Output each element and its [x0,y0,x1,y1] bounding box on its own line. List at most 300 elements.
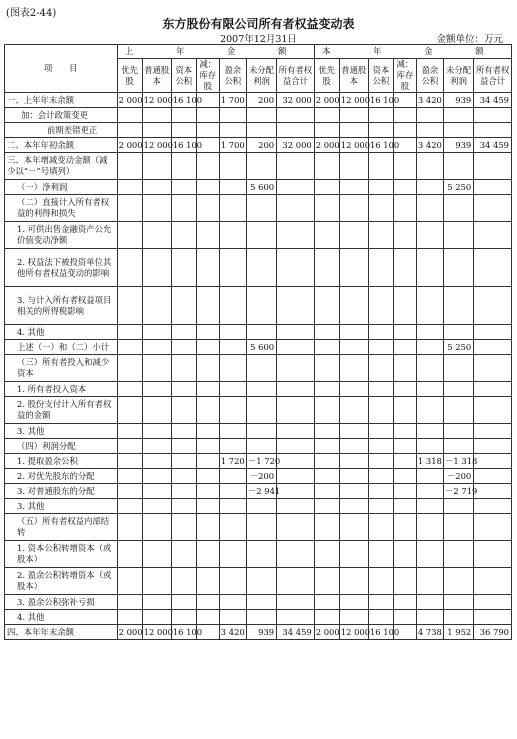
prev-value-cell [196,499,219,514]
curr-value-cell [444,195,474,222]
curr-value-cell [416,514,443,541]
curr-value-cell [393,249,416,287]
prev-value-cell [142,382,171,397]
curr-value-cell [314,180,339,195]
curr-value-cell [368,123,393,138]
prev-value-cell: 5 600 [246,340,276,355]
curr-value-cell [314,595,339,610]
curr-value-cell [416,424,443,439]
prev-value-cell [196,249,219,287]
row-label: 3. 其他 [5,424,118,439]
prev-value-cell [277,180,315,195]
prev-value-cell [171,424,196,439]
curr-value-cell [416,287,443,325]
prev-value-cell [219,180,246,195]
curr-value-cell [474,123,512,138]
prev-value-cell [117,249,142,287]
prev-value-cell [246,382,276,397]
prev-value-cell [196,484,219,499]
curr-value-cell [444,514,474,541]
curr-value-cell [416,439,443,454]
curr-value-cell: 5 250 [444,180,474,195]
prev-value-cell [277,469,315,484]
prev-value-cell [171,222,196,249]
prev-value-cell [246,287,276,325]
table-row [5,469,512,484]
curr-value-cell [314,355,339,382]
table-body [5,93,512,640]
prev-value-cell [142,325,171,340]
prev-value-cell [117,222,142,249]
prev-value-cell [277,382,315,397]
curr-value-cell [393,499,416,514]
prev-value-cell [246,153,276,180]
curr-value-cell [474,249,512,287]
prev-value-cell [219,610,246,625]
table-row [5,325,512,340]
prev-value-cell [117,108,142,123]
prev-value-cell [219,397,246,424]
row-label: （一）净利润 [5,180,118,195]
curr-value-cell [393,397,416,424]
prev-value-cell [196,568,219,595]
curr-value-cell [368,568,393,595]
prev-col-header-4: 盈余公积 [219,59,246,93]
prev-col-header-1: 普通股本 [142,59,171,93]
prev-value-cell: 34 459 [277,625,315,640]
curr-col-header-2: 资本公积 [368,59,393,93]
curr-value-cell [444,595,474,610]
prev-value-cell [219,568,246,595]
prev-value-cell [246,439,276,454]
curr-value-cell: 4 738 [416,625,443,640]
curr-value-cell [314,454,339,469]
curr-value-cell [444,382,474,397]
curr-value-cell [393,195,416,222]
prev-value-cell: 1 720 [219,454,246,469]
prev-value-cell [171,568,196,595]
row-label: 3. 对普通股东的分配 [5,484,118,499]
prev-value-cell [171,180,196,195]
prev-value-cell [142,180,171,195]
prev-value-cell: 16 100 [171,138,196,153]
prev-value-cell [277,195,315,222]
curr-value-cell [474,484,512,499]
curr-value-cell [339,469,368,484]
row-label: 2. 股份支付计入所有者权益的金额 [5,397,118,424]
table-row [5,180,512,195]
curr-value-cell [368,499,393,514]
prev-value-cell: 12 000 [142,625,171,640]
curr-value-cell [339,355,368,382]
prev-year-header: 上 年 金 额 [117,45,314,59]
curr-value-cell: －200 [444,469,474,484]
prev-value-cell: 3 420 [219,625,246,640]
prev-value-cell [196,355,219,382]
prev-value-cell [219,382,246,397]
curr-value-cell [416,610,443,625]
table-row [5,595,512,610]
prev-value-cell: 1 700 [219,93,246,108]
row-label: 上述（一）和（二）小计 [5,340,118,355]
curr-value-cell [339,180,368,195]
curr-value-cell [416,108,443,123]
prev-value-cell [196,222,219,249]
prev-value-cell [277,222,315,249]
prev-value-cell [117,180,142,195]
prev-value-cell [142,439,171,454]
prev-value-cell [277,424,315,439]
prev-value-cell [246,595,276,610]
curr-value-cell [416,249,443,287]
prev-col-header-6: 所有者权益合计 [277,59,315,93]
prev-value-cell [246,108,276,123]
curr-col-header-6: 所有者权益合计 [474,59,512,93]
curr-value-cell: 1 952 [444,625,474,640]
curr-value-cell: 939 [444,93,474,108]
prev-value-cell [117,397,142,424]
prev-value-cell [196,180,219,195]
row-label: 二、本年年初余额 [5,138,118,153]
prev-value-cell [171,610,196,625]
prev-value-cell: 5 600 [246,180,276,195]
prev-value-cell [117,610,142,625]
prev-value-cell [171,499,196,514]
prev-value-cell [171,325,196,340]
prev-value-cell [196,153,219,180]
prev-value-cell [171,355,196,382]
table-row [5,610,512,625]
prev-col-header-3: 减：库存股 [196,59,219,93]
curr-value-cell [393,568,416,595]
curr-value-cell [474,195,512,222]
curr-value-cell [474,424,512,439]
prev-value-cell [277,568,315,595]
table-row [5,340,512,355]
prev-value-cell [196,287,219,325]
prev-value-cell [171,382,196,397]
curr-value-cell [474,222,512,249]
prev-value-cell [196,382,219,397]
prev-value-cell [142,222,171,249]
prev-value-cell: 939 [246,625,276,640]
prev-value-cell [219,499,246,514]
prev-value-cell [142,195,171,222]
prev-value-cell [219,249,246,287]
row-label: 四、本年年末余额 [5,625,118,640]
curr-value-cell [474,180,512,195]
prev-value-cell [117,382,142,397]
prev-value-cell [142,454,171,469]
prev-value-cell [196,340,219,355]
curr-value-cell [368,195,393,222]
curr-value-cell [368,108,393,123]
prev-value-cell [219,108,246,123]
table-row [5,249,512,287]
curr-value-cell [314,397,339,424]
prev-value-cell [142,595,171,610]
curr-value-cell [416,499,443,514]
curr-value-cell [339,382,368,397]
curr-value-cell [368,222,393,249]
prev-value-cell: 2 000 [117,93,142,108]
table-row [5,397,512,424]
curr-value-cell [368,397,393,424]
prev-value-cell: 12 000 [142,93,171,108]
curr-value-cell [416,222,443,249]
curr-value-cell [474,610,512,625]
curr-year-header: 本 年 金 额 [314,45,511,59]
curr-value-cell [393,153,416,180]
row-label: 加：会计政策变更 [5,108,118,123]
curr-value-cell [368,340,393,355]
prev-value-cell [142,108,171,123]
curr-value-cell [314,541,339,568]
table-row [5,424,512,439]
prev-value-cell [171,123,196,138]
table-row [5,138,512,153]
curr-value-cell [474,568,512,595]
curr-value-cell [474,595,512,610]
curr-value-cell [339,397,368,424]
prev-value-cell [277,610,315,625]
prev-value-cell [219,340,246,355]
curr-value-cell [368,439,393,454]
prev-value-cell [246,514,276,541]
prev-value-cell [219,287,246,325]
prev-value-cell [171,439,196,454]
row-label: （五）所有者权益内部结转 [5,514,118,541]
prev-value-cell [171,484,196,499]
prev-value-cell [277,397,315,424]
curr-value-cell [444,610,474,625]
curr-value-cell [444,222,474,249]
prev-value-cell: 1 700 [219,138,246,153]
curr-value-cell [416,340,443,355]
curr-value-cell [416,382,443,397]
prev-value-cell [117,287,142,325]
row-label: 一、上年年末余额 [5,93,118,108]
curr-value-cell [314,153,339,180]
curr-value-cell [368,287,393,325]
curr-value-cell [314,382,339,397]
curr-value-cell [393,595,416,610]
prev-value-cell [117,340,142,355]
curr-value-cell [368,469,393,484]
curr-value-cell [339,499,368,514]
prev-value-cell [219,123,246,138]
table-row [5,514,512,541]
curr-value-cell [393,108,416,123]
row-label: 1. 可供出售金融资产公允价值变动净额 [5,222,118,249]
curr-value-cell [314,610,339,625]
curr-value-cell [314,195,339,222]
curr-value-cell [314,340,339,355]
curr-value-cell [474,153,512,180]
prev-value-cell [142,340,171,355]
curr-value-cell [314,123,339,138]
prev-value-cell [142,249,171,287]
curr-value-cell [444,249,474,287]
curr-value-cell [474,397,512,424]
curr-value-cell [368,610,393,625]
curr-value-cell [416,180,443,195]
curr-value-cell [314,424,339,439]
curr-value-cell: 16 100 [368,138,393,153]
row-label: 三、本年增减变动金额（减少以“－”号填列） [5,153,118,180]
equity-changes-table [4,44,512,640]
curr-value-cell [474,355,512,382]
curr-value-cell [444,108,474,123]
prev-col-header-2: 资本公积 [171,59,196,93]
prev-value-cell [142,610,171,625]
curr-value-cell [314,439,339,454]
curr-value-cell [474,325,512,340]
prev-value-cell [246,499,276,514]
prev-value-cell: 32 000 [277,138,315,153]
prev-value-cell [117,153,142,180]
table-row [5,123,512,138]
prev-value-cell [142,541,171,568]
curr-value-cell [416,541,443,568]
curr-value-cell [393,355,416,382]
curr-value-cell [393,287,416,325]
curr-value-cell [393,325,416,340]
curr-value-cell [339,454,368,469]
prev-value-cell [246,424,276,439]
table-row [5,499,512,514]
prev-value-cell [171,541,196,568]
table-row [5,568,512,595]
curr-value-cell [368,180,393,195]
prev-value-cell [277,108,315,123]
curr-value-cell [444,325,474,340]
prev-value-cell [219,325,246,340]
prev-value-cell [219,484,246,499]
prev-value-cell [117,568,142,595]
prev-value-cell [277,287,315,325]
prev-value-cell [117,355,142,382]
curr-value-cell [474,108,512,123]
prev-value-cell [171,195,196,222]
row-label: 3. 盈余公积弥补亏损 [5,595,118,610]
curr-value-cell [339,287,368,325]
prev-value-cell [171,595,196,610]
curr-value-cell: 939 [444,138,474,153]
prev-value-cell: 200 [246,138,276,153]
curr-col-header-4: 盈余公积 [416,59,443,93]
prev-value-cell [171,454,196,469]
curr-value-cell: 5 250 [444,340,474,355]
curr-value-cell [339,595,368,610]
prev-value-cell [246,541,276,568]
prev-value-cell [171,249,196,287]
prev-value-cell [117,195,142,222]
prev-value-cell [196,108,219,123]
prev-value-cell [171,340,196,355]
prev-col-header-0: 优先股 [117,59,142,93]
prev-value-cell [219,541,246,568]
curr-value-cell [474,514,512,541]
prev-value-cell [219,424,246,439]
prev-value-cell [196,195,219,222]
curr-value-cell [416,153,443,180]
prev-value-cell [196,469,219,484]
curr-value-cell [339,514,368,541]
curr-value-cell [314,514,339,541]
curr-value-cell [444,397,474,424]
table-row [5,454,512,469]
curr-value-cell [314,499,339,514]
curr-value-cell [416,484,443,499]
prev-value-cell: －2 941 [246,484,276,499]
table-row [5,541,512,568]
curr-value-cell [444,287,474,325]
prev-value-cell [142,499,171,514]
curr-value-cell [416,469,443,484]
curr-value-cell [474,287,512,325]
curr-value-cell [339,610,368,625]
prev-value-cell [117,514,142,541]
row-label: 2. 权益法下被投资单位其他所有者权益变动的影响 [5,249,118,287]
prev-value-cell [142,469,171,484]
table-row [5,222,512,249]
prev-value-cell [196,610,219,625]
curr-value-cell [393,454,416,469]
figure-label: (图表2-44) [6,8,57,19]
curr-value-cell: －2 719 [444,484,474,499]
curr-value-cell [314,484,339,499]
curr-value-cell: 3 420 [416,93,443,108]
prev-value-cell: 32 000 [277,93,315,108]
curr-value-cell [368,595,393,610]
curr-value-cell [339,424,368,439]
row-label: 1. 所有者投入资本 [5,382,118,397]
curr-value-cell [314,287,339,325]
curr-value-cell [393,123,416,138]
curr-value-cell [339,195,368,222]
curr-value-cell [339,153,368,180]
curr-value-cell [314,108,339,123]
curr-value-cell [393,222,416,249]
prev-value-cell [171,287,196,325]
row-label: 2. 对优先股东的分配 [5,469,118,484]
curr-value-cell [474,382,512,397]
prev-value-cell [219,469,246,484]
curr-value-cell [368,424,393,439]
prev-value-cell [196,454,219,469]
curr-value-cell [368,355,393,382]
curr-value-cell [393,180,416,195]
prev-value-cell [277,595,315,610]
prev-value-cell: －200 [246,469,276,484]
row-label: （四）利润分配 [5,439,118,454]
curr-value-cell [339,249,368,287]
prev-value-cell [246,195,276,222]
prev-value-cell: －1 720 [246,454,276,469]
curr-value-cell [339,484,368,499]
table-row [5,153,512,180]
prev-value-cell [142,568,171,595]
curr-value-cell [339,568,368,595]
prev-value-cell [219,153,246,180]
curr-value-cell [368,249,393,287]
curr-value-cell [474,541,512,568]
prev-value-cell [196,514,219,541]
curr-value-cell: 2 000 [314,625,339,640]
prev-value-cell [246,123,276,138]
prev-value-cell [142,355,171,382]
